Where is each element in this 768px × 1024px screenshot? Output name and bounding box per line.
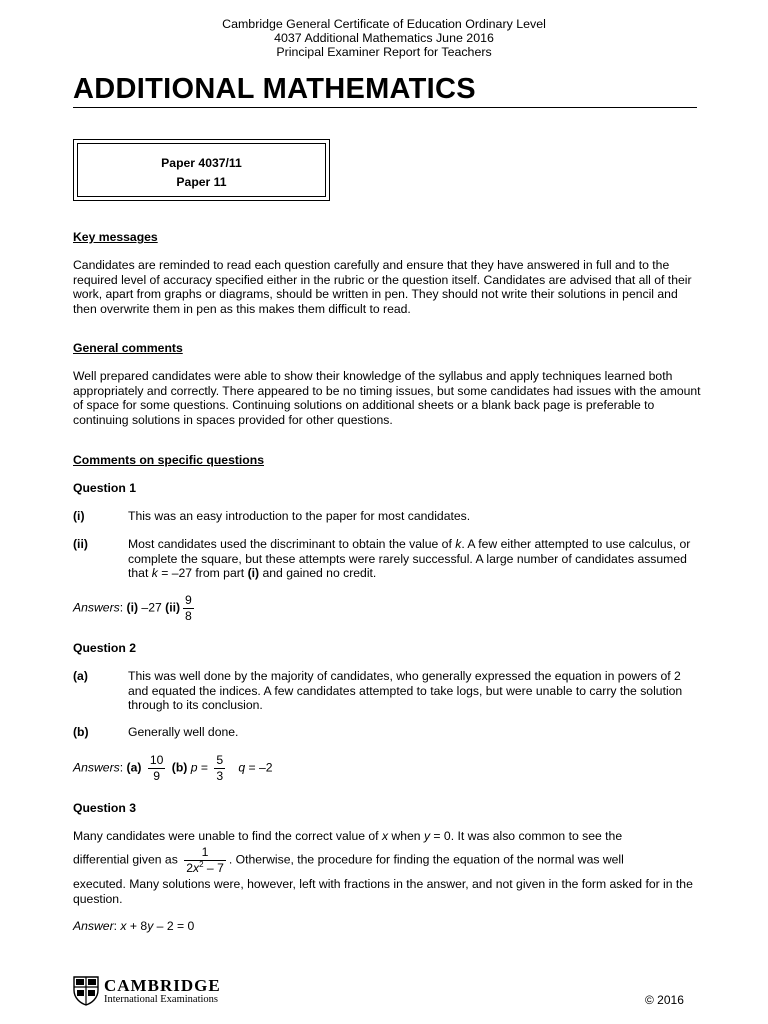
logo-subtitle: International Examinations: [104, 994, 219, 1005]
page-title: ADDITIONAL MATHEMATICS: [73, 73, 476, 105]
q3-answer: [73, 919, 194, 934]
question-3-heading: Question 3: [73, 801, 136, 815]
title-rule: [73, 107, 697, 108]
q1-ii-text-c: = –27 from part: [157, 566, 248, 580]
report-header-line-3: Principal Examiner Report for Teachers: [276, 45, 492, 59]
q1-ii-part-ref: (i): [247, 566, 260, 580]
q3-answer-c: – 2 = 0: [153, 919, 195, 933]
q2-ans-b-label: (b): [171, 760, 188, 775]
report-header-line-1: Cambridge General Certificate of Education Ordinary Level: [222, 17, 546, 31]
q2-ans-a-label: (a): [126, 760, 142, 775]
q3-den-x: x: [192, 861, 200, 875]
q2-ans-p-denominator: 3: [216, 769, 224, 783]
q3-differential-fraction: [184, 845, 226, 876]
q3-line1-b: when: [388, 829, 424, 843]
q3-answer-a: :: [113, 919, 121, 933]
copyright: © 2016: [645, 993, 684, 1007]
q2-answers-colon: :: [119, 760, 127, 775]
q1-answers-colon: :: [119, 600, 127, 615]
q1-ans-i-value: –27: [138, 600, 166, 615]
paper-box-inner: [77, 143, 326, 197]
paper-box: [73, 139, 330, 201]
q2-ans-a-numerator: 10: [149, 753, 164, 767]
q3-y-symbol: y: [423, 829, 431, 843]
q1-ans-i-label: (i): [126, 600, 139, 615]
q2-ans-a-denominator: 9: [153, 769, 160, 783]
q1-ans-ii-numerator: 9: [185, 593, 192, 607]
q2-part-a-label: (a): [73, 669, 88, 683]
q2-part-a-text: This was well done by the majority of candidates, who generally expressed the equation in powers of 2 and equated the indices. A few candidates attempted to take logs, but were unable to carry the solution through to its conclusion.: [128, 669, 683, 712]
q3-line-2: [73, 845, 624, 876]
q2-ans-p-numerator: 5: [216, 753, 224, 767]
q1-ans-ii-denominator: 8: [185, 609, 192, 623]
q3-line-1: [73, 829, 703, 844]
q1-part-ii-text: [128, 537, 703, 581]
q3-line2-a: differential given as: [73, 852, 182, 867]
q2-ans-a-fraction: [148, 753, 166, 784]
q1-ii-text-d: and gained no credit.: [259, 566, 377, 580]
q1-part-i-label: (i): [73, 509, 85, 523]
q1-ii-text-b: . A few either attempted to use calculus, or complete the square, but these attempts were rarely successful. A large number of candidates assumed that: [128, 537, 691, 580]
q1-answers: [73, 593, 197, 624]
q1-ii-text-a: Most candidates used the discriminant to obtain the value of: [128, 537, 456, 551]
q2-ans-p-equals: =: [197, 760, 212, 775]
q3-den-coefficient: 2: [186, 861, 193, 875]
general-comments-body: Well prepared candidates were able to show their knowledge of the syllabus and apply techniques learned both appropriately and correctly. There appeared to be no timing issues, but some candidates had issues with the amount of space for some questions. Continuing solutions on additional sheets or a blank back page is preferable to continuing solutions in spaces provided for other questions.: [73, 369, 701, 427]
question-1-heading: Question 1: [73, 481, 136, 495]
q2-part-b-label: (b): [73, 725, 89, 739]
q3-answer-b: + 8: [126, 919, 148, 933]
q3-body-rest: executed. Many solutions were, however, left with fractions in the answer, and not given in the form asked for in the question.: [73, 877, 693, 906]
logo-wordmark: CAMBRIDGE: [104, 976, 221, 995]
key-messages-body: Candidates are reminded to read each question carefully and ensure that they have answered in full and to the required level of accuracy specified either in the rubric or the question itself. Candidates are advised that all of their work, apart from graphs or diagrams, should be written in pen. They should not write their solutions in pencil and then overwrite them in pen as this makes them difficult to read.: [73, 258, 692, 316]
question-2-heading: Question 2: [73, 641, 136, 655]
q3-den-exponent: 2: [199, 860, 204, 869]
paper-number: Paper 11: [176, 175, 227, 189]
q1-ans-ii-fraction: [183, 593, 194, 624]
q2-ans-q-value: = –2: [245, 760, 273, 775]
q3-line2-b: . Otherwise, the procedure for finding the equation of the normal was well: [228, 852, 624, 867]
q1-ii-k-symbol-2: k: [151, 566, 158, 580]
q2-part-b-text: Generally well done.: [128, 725, 239, 739]
q2-answers-label: Answers: [73, 760, 120, 775]
q2-ans-p-symbol: p: [190, 760, 198, 775]
cambridge-shield-icon: [73, 976, 99, 1006]
paper-code: Paper 4037/11: [161, 156, 242, 170]
q1-answers-label: Answers: [73, 600, 120, 615]
key-messages-heading: Key messages: [73, 230, 158, 244]
q1-part-i-text: This was an easy introduction to the paper for most candidates.: [128, 509, 471, 523]
q1-ii-k-symbol: k: [455, 537, 462, 551]
q3-x-symbol: x: [381, 829, 389, 843]
q3-fraction-numerator: 1: [184, 845, 226, 861]
specific-comments-heading: Comments on specific questions: [73, 453, 264, 467]
q3-answer-y: y: [147, 919, 154, 933]
q3-line1-c: = 0. It was also common to see the: [430, 829, 623, 843]
q3-answer-label: Answer: [73, 919, 114, 933]
q1-part-ii-label: (ii): [73, 537, 88, 551]
report-header-line-2: 4037 Additional Mathematics June 2016: [274, 31, 494, 45]
q2-ans-p-fraction: [214, 753, 225, 784]
q2-answers: [73, 753, 273, 784]
q3-fraction-denominator: [184, 861, 226, 876]
q3-den-constant: – 7: [203, 861, 224, 875]
q3-line1-a: Many candidates were unable to find the correct value of: [73, 829, 382, 843]
q3-answer-x: x: [120, 919, 127, 933]
q2-ans-q-symbol: q: [238, 760, 246, 775]
cambridge-logo: [73, 976, 225, 1008]
general-comments-heading: General comments: [73, 341, 183, 355]
q1-ans-ii-label: (ii): [165, 600, 181, 615]
